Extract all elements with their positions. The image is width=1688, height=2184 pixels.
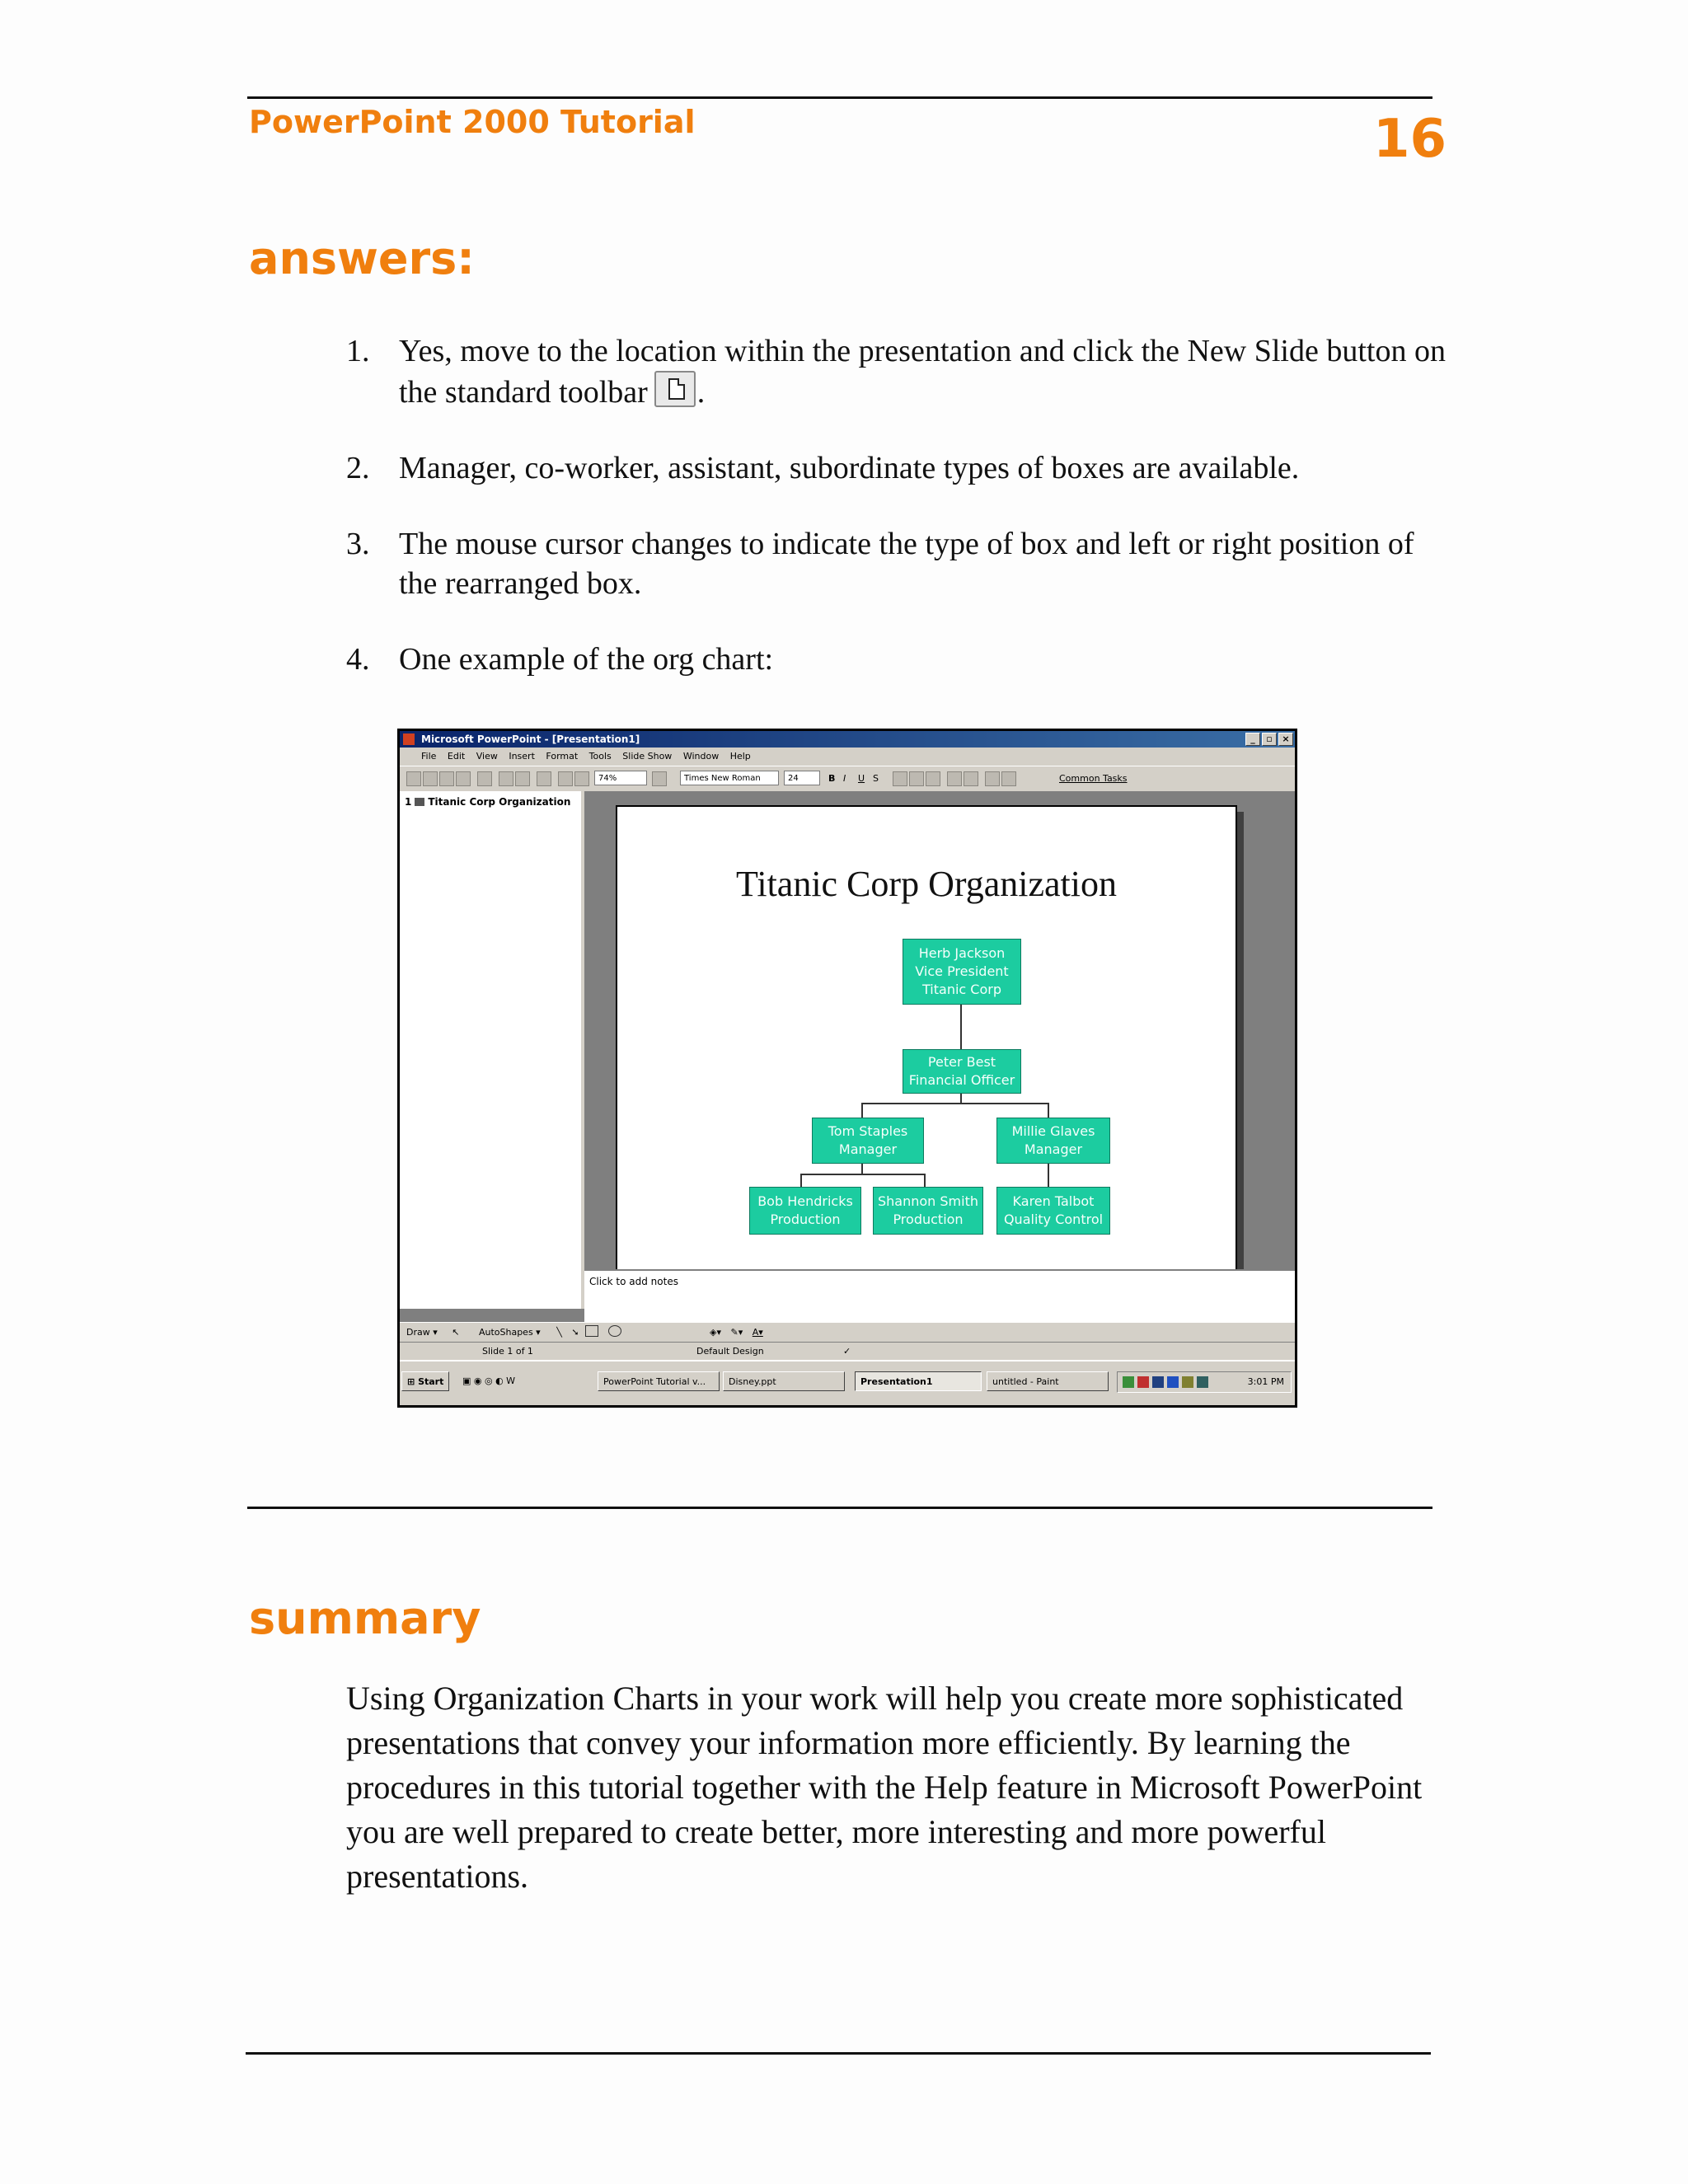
task-paint[interactable] <box>987 1371 1109 1391</box>
zoom-select[interactable]: 74% <box>594 771 647 785</box>
quicklaunch-icons[interactable]: ▣ ◉ ◎ ◐ W <box>462 1376 516 1386</box>
restore-icon[interactable]: ▫ <box>1262 733 1277 746</box>
answer-text: The mouse cursor changes to indicate the type of box and left or right position of the rearranged box. <box>399 527 1414 601</box>
menu-window[interactable]: Window <box>682 751 720 762</box>
tray-icon[interactable] <box>1197 1376 1208 1388</box>
tray-icon[interactable] <box>1167 1376 1179 1388</box>
slide-title: Titanic Corp Organization <box>736 864 1117 904</box>
answer-text: Manager, co-worker, assistant, subordinate types of boxes are available. <box>399 451 1300 485</box>
print-icon[interactable] <box>477 771 492 786</box>
org-box-name: Tom Staples <box>828 1123 908 1139</box>
header-rule <box>247 96 1432 99</box>
minimize-icon[interactable]: _ <box>1245 733 1260 746</box>
summary-heading: summary <box>249 1592 481 1644</box>
task-label: Disney.ppt <box>729 1376 776 1387</box>
help-icon[interactable] <box>652 771 667 786</box>
org-box-company: Titanic Corp <box>922 982 1001 997</box>
menu-help[interactable]: Help <box>729 751 751 762</box>
org-box-name: Peter Best <box>927 1054 996 1070</box>
answer-number: 1. <box>346 334 370 368</box>
org-box-name: Millie Glaves <box>1011 1123 1095 1139</box>
answer-text: Yes, move to the location within the presentation and click the New Slide button on the standard toolbar <box>399 334 1446 410</box>
start-button[interactable] <box>401 1371 449 1391</box>
increase-font-icon[interactable] <box>985 771 1000 786</box>
task-label: PowerPoint Tutorial v... <box>603 1376 706 1387</box>
org-box-name: Karen Talbot <box>1012 1193 1095 1209</box>
org-box-manager-tom[interactable] <box>812 1118 924 1164</box>
answer-number: 4. <box>346 642 370 677</box>
outline-pane <box>400 791 584 1309</box>
powerpoint-screenshot <box>397 729 1297 1408</box>
powerpoint-app-icon <box>403 733 415 745</box>
tray-icon[interactable] <box>1152 1376 1164 1388</box>
menu-format[interactable]: Format <box>546 751 579 762</box>
answer-item-4 <box>346 640 1451 679</box>
org-box-staff-karen[interactable] <box>996 1187 1110 1235</box>
org-box-name: Shannon Smith <box>878 1193 978 1209</box>
answer-number: 3. <box>346 527 370 561</box>
email-icon[interactable] <box>456 771 471 786</box>
org-connector <box>861 1163 863 1174</box>
pointer-icon[interactable]: ↖ <box>452 1327 460 1338</box>
org-box-name: Herb Jackson <box>918 945 1006 961</box>
taskbar-clock: 3:01 PM <box>1247 1376 1284 1387</box>
underline-button[interactable]: U <box>858 773 865 784</box>
org-box-title: Vice President <box>915 963 1009 979</box>
tray-icon[interactable] <box>1137 1376 1149 1388</box>
outline-slide-item[interactable] <box>405 796 570 808</box>
status-design: Default Design <box>696 1346 764 1357</box>
line-icon[interactable]: ╲ <box>556 1327 562 1338</box>
answer-item-3 <box>346 524 1451 603</box>
outline-slide-number: 1 <box>405 796 412 808</box>
standard-toolbar <box>400 766 1295 792</box>
menu-insert[interactable]: Insert <box>509 751 535 762</box>
answers-list <box>346 331 1451 715</box>
spelling-icon: ✓ <box>843 1346 851 1357</box>
org-connector <box>800 1174 926 1175</box>
window-title: Microsoft PowerPoint - [Presentation1] <box>421 733 640 745</box>
bullets-icon[interactable] <box>964 771 978 786</box>
org-connector <box>960 1003 962 1049</box>
copy-icon[interactable] <box>499 771 513 786</box>
org-box-title: Manager <box>838 1141 898 1157</box>
menu-slide-show[interactable]: Slide Show <box>622 751 673 762</box>
answer-item-1 <box>346 331 1451 412</box>
align-left-icon[interactable] <box>893 771 907 786</box>
insert-chart-icon[interactable] <box>558 771 573 786</box>
outline-slide-title: Titanic Corp Organization <box>428 796 571 808</box>
section-rule <box>247 1507 1432 1509</box>
decrease-font-icon[interactable] <box>1001 771 1016 786</box>
org-connector <box>1048 1103 1049 1118</box>
task-presentation1[interactable] <box>855 1371 982 1391</box>
org-box-title: Production <box>770 1212 841 1227</box>
task-label: Presentation1 <box>860 1376 933 1387</box>
new-slide-icon <box>654 371 696 407</box>
fill-color-icon[interactable]: ◈▾ <box>710 1327 722 1338</box>
task-label: untitled - Paint <box>992 1376 1059 1387</box>
org-box-financial-officer[interactable] <box>903 1049 1021 1094</box>
new-icon[interactable] <box>406 771 421 786</box>
slide-icon <box>415 798 424 806</box>
org-connector <box>861 1103 863 1118</box>
org-connector <box>924 1174 926 1187</box>
font-color-icon[interactable]: A▾ <box>752 1327 763 1338</box>
insert-table-icon[interactable] <box>574 771 589 786</box>
task-disney[interactable] <box>723 1371 845 1391</box>
org-box-vice-president[interactable] <box>903 939 1021 1005</box>
org-connector <box>800 1174 802 1187</box>
status-slide: Slide 1 of 1 <box>482 1346 533 1357</box>
undo-icon[interactable] <box>537 771 551 786</box>
slide-canvas[interactable] <box>616 805 1237 1272</box>
window-titlebar <box>400 731 1295 748</box>
org-box-staff-shannon[interactable] <box>873 1187 983 1235</box>
answer-item-2 <box>346 448 1451 488</box>
font-size-select[interactable]: 24 <box>784 771 820 785</box>
arrow-icon[interactable]: ➘ <box>571 1327 579 1338</box>
page-number: 16 <box>1372 109 1447 170</box>
bold-button[interactable]: B <box>828 773 836 784</box>
status-bar <box>400 1342 1295 1361</box>
doc-title: PowerPoint 2000 Tutorial <box>249 104 696 140</box>
menu-view[interactable]: View <box>476 751 498 762</box>
answer-number: 2. <box>346 451 370 485</box>
windows-taskbar <box>400 1360 1295 1405</box>
org-box-staff-bob[interactable] <box>749 1187 861 1235</box>
answer-text: One example of the org chart: <box>399 642 774 677</box>
window-controls <box>1245 733 1293 746</box>
shadow-button[interactable]: S <box>873 773 879 784</box>
org-box-title: Production <box>893 1212 964 1227</box>
menu-bar <box>400 748 1295 766</box>
org-box-title: Manager <box>1024 1141 1083 1157</box>
org-box-title: Quality Control <box>1003 1212 1104 1227</box>
answers-heading: answers: <box>249 232 475 284</box>
font-name-select[interactable]: Times New Roman <box>680 771 779 785</box>
system-tray <box>1117 1371 1292 1393</box>
oval-icon[interactable] <box>608 1325 621 1337</box>
open-icon[interactable] <box>423 771 438 786</box>
close-icon[interactable]: × <box>1278 733 1293 746</box>
tray-icon[interactable] <box>1123 1376 1134 1388</box>
drawing-toolbar: Draw ▾ ↖ AutoShapes ▾ ╲ ➘ ◈▾ ✎▾ A▾ <box>400 1322 1295 1343</box>
org-box-title: Financial Officer <box>908 1072 1015 1088</box>
windows-logo-icon: ⊞ <box>407 1376 415 1387</box>
line-color-icon[interactable]: ✎▾ <box>730 1327 743 1338</box>
save-icon[interactable] <box>439 771 454 786</box>
task-powerpoint-tutorial[interactable] <box>598 1371 720 1391</box>
align-right-icon[interactable] <box>926 771 940 786</box>
org-connector <box>960 1092 962 1104</box>
menu-tools[interactable]: Tools <box>588 751 612 762</box>
menu-edit[interactable]: Edit <box>447 751 466 762</box>
menu-file[interactable]: File <box>421 751 437 762</box>
org-connector <box>1048 1163 1049 1187</box>
common-tasks-button[interactable]: Common Tasks <box>1059 773 1128 784</box>
start-label: Start <box>418 1376 444 1387</box>
autoshapes-menu[interactable]: AutoShapes <box>478 1327 533 1338</box>
paste-icon[interactable] <box>515 771 530 786</box>
rectangle-icon[interactable] <box>585 1325 598 1337</box>
draw-menu[interactable]: Draw <box>406 1327 430 1338</box>
notes-placeholder: Click to add notes <box>589 1276 678 1287</box>
notes-pane[interactable] <box>584 1269 1295 1322</box>
answer-text-end: . <box>696 375 706 410</box>
org-box-manager-millie[interactable] <box>996 1118 1110 1164</box>
footer-rule <box>246 2052 1431 2055</box>
align-center-icon[interactable] <box>909 771 924 786</box>
org-connector <box>861 1103 1049 1104</box>
italic-button[interactable]: I <box>843 773 846 784</box>
tray-icon[interactable] <box>1182 1376 1193 1388</box>
summary-text: Using Organization Charts in your work will help you create more sophisticated presentations that convey your information more efficiently. By learning the procedures in this tutorial together with the Help feature in Microsoft PowerPoint you are well prepared to create better, more interesting and more powerful presentations. <box>346 1680 1423 1895</box>
org-box-name: Bob Hendricks <box>757 1193 853 1209</box>
numbering-icon[interactable] <box>947 771 962 786</box>
